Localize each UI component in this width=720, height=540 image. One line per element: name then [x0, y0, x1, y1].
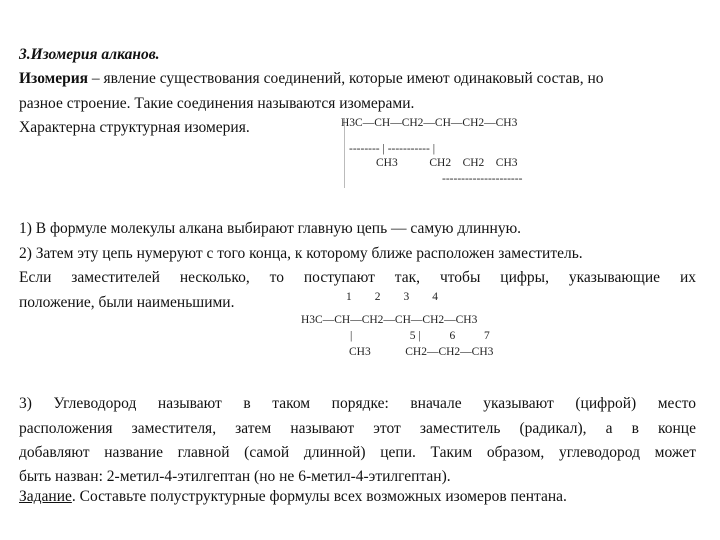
- rule-3-line-3: добавляют название главной (самой длинной) цепи. Таким образом, углеводород может: [19, 444, 696, 461]
- structural-isomerism-text: Характерна структурная изомерия.: [19, 119, 250, 136]
- task-line: [19, 487, 567, 506]
- rule-1: 1) В формуле молекулы алкана выбирают главную цепь — самую длинную.: [19, 220, 522, 237]
- formula1-main-chain: H3C—CH—CH2—CH—CH2—CH3: [341, 117, 518, 129]
- definition-line-2: разное строение. Такие соединения называются изомерами.: [19, 95, 415, 112]
- rule-2: 2) Затем эту цепь нумеруют с того конца, к которому ближе расположен заместитель.: [19, 245, 583, 262]
- rule-3-line-4: быть назван: 2-метил-4-этилгептан (но не 6-метил-4-этилгептан).: [19, 468, 451, 485]
- definition-term: Изомерия: [19, 70, 89, 87]
- formula2-substituents: CH3 CH2—CH2—CH3: [349, 346, 494, 358]
- formula1-dash-row: -------- | ----------- |: [349, 143, 435, 155]
- formula2-branch-row: | 5 | 6 7: [350, 330, 490, 342]
- definition-line-1: [19, 69, 604, 88]
- rule-3-line-2: расположения заместителя, затем называют этот заместитель (радикал), а в конце: [19, 420, 696, 437]
- task-text: . Составьте полуструктурные формулы всех возможных изомеров пентана.: [71, 488, 567, 505]
- formula2-numbering: 1 2 3 4: [346, 291, 438, 303]
- formula1-substituents: CH3 CH2 CH2 CH3: [376, 157, 518, 169]
- task-label: Задание: [19, 488, 72, 505]
- rule-2-continuation: Если заместителей несколько, то поступают так, чтобы цифры, указывающие их: [19, 269, 696, 286]
- formula2-main-chain: H3C—CH—CH2—CH—CH2—CH3: [301, 314, 478, 326]
- definition-text: – явление существования соединений, которые имеют одинаковый состав, но: [88, 70, 604, 87]
- formula1-dash-bottom: ---------------------: [442, 173, 523, 185]
- section-heading: 3.Изомерия алканов.: [19, 46, 160, 63]
- rule-2-end: положение, были наименьшими.: [19, 294, 235, 311]
- rule-3-line-1: 3) Углеводород называют в таком порядке: вначале указывают (цифрой) место: [19, 395, 696, 412]
